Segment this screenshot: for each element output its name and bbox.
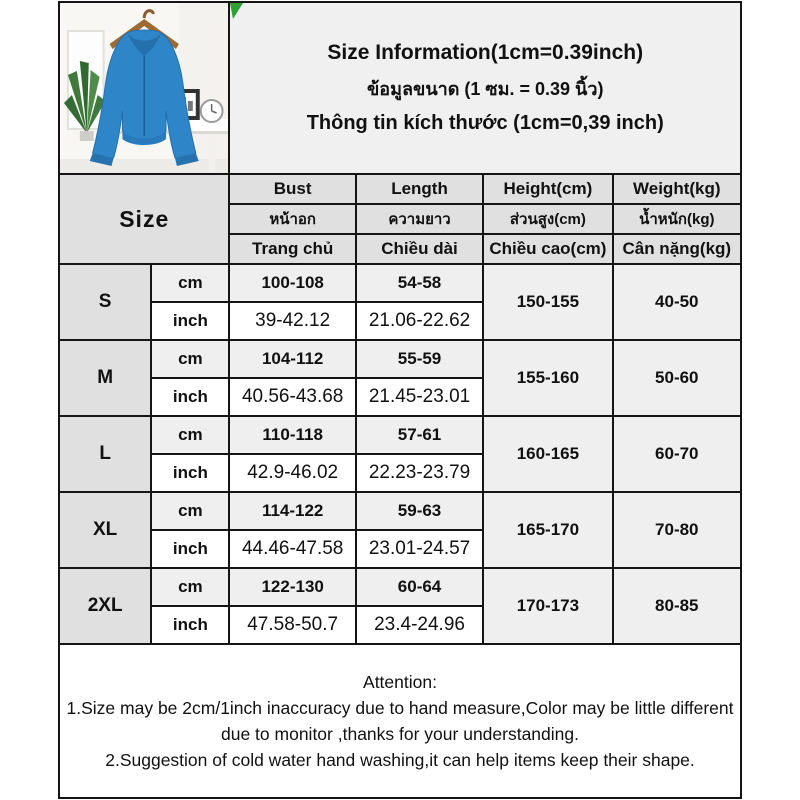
col-header-weight-vi: Cân nặng(kg) bbox=[613, 234, 741, 264]
col-header-weight-en: Weight(kg) bbox=[613, 174, 741, 204]
weight-value: 50-60 bbox=[613, 340, 741, 416]
bust-cm-value: 104-112 bbox=[229, 340, 355, 378]
length-cm-value: 60-64 bbox=[356, 568, 483, 606]
length-cm-value: 55-59 bbox=[356, 340, 483, 378]
size-label: XL bbox=[59, 492, 151, 568]
unit-inch-label: inch bbox=[151, 378, 229, 416]
height-value: 155-160 bbox=[483, 340, 612, 416]
title-vietnamese: Thông tin kích thước (1cm=0,39 inch) bbox=[306, 112, 664, 134]
col-header-bust-en: Bust bbox=[229, 174, 355, 204]
bust-cm-value: 114-122 bbox=[229, 492, 355, 530]
table-row bbox=[59, 492, 741, 530]
product-photo bbox=[59, 2, 229, 174]
height-value: 150-155 bbox=[483, 264, 612, 340]
title-english: Size Information(1cm=0.39inch) bbox=[327, 41, 644, 64]
col-header-weight-th: น้ำหนัก(kg) bbox=[613, 204, 741, 234]
bust-inch-value: 39-42.12 bbox=[229, 302, 355, 340]
bust-inch-value: 42.9-46.02 bbox=[229, 454, 355, 492]
unit-cm-label: cm bbox=[151, 340, 229, 378]
weight-value: 60-70 bbox=[613, 416, 741, 492]
length-cm-value: 54-58 bbox=[356, 264, 483, 302]
attention-heading: Attention: bbox=[363, 671, 437, 692]
bust-inch-value: 47.58-50.7 bbox=[229, 606, 355, 644]
size-table bbox=[58, 1, 742, 799]
green-corner-icon bbox=[230, 3, 244, 19]
bust-cm-value: 100-108 bbox=[229, 264, 355, 302]
unit-cm-label: cm bbox=[151, 492, 229, 530]
col-header-length-th: ความยาว bbox=[356, 204, 483, 234]
product-photo-illustration bbox=[60, 3, 228, 173]
length-inch-value: 21.45-23.01 bbox=[356, 378, 483, 416]
size-label: S bbox=[59, 264, 151, 340]
height-value: 170-173 bbox=[483, 568, 612, 644]
bust-cm-value: 110-118 bbox=[229, 416, 355, 454]
height-value: 165-170 bbox=[483, 492, 612, 568]
unit-inch-label: inch bbox=[151, 606, 229, 644]
unit-cm-label: cm bbox=[151, 264, 229, 302]
size-chart-sheet bbox=[58, 1, 742, 799]
unit-inch-label: inch bbox=[151, 530, 229, 568]
title-block bbox=[229, 2, 741, 174]
height-value: 160-165 bbox=[483, 416, 612, 492]
table-row bbox=[59, 568, 741, 606]
size-column-header: Size bbox=[59, 174, 229, 264]
attention-line-2: 2.Suggestion of cold water hand washing,it can help items keep their shape. bbox=[105, 750, 695, 771]
col-header-height-th: ส่วนสูง(cm) bbox=[483, 204, 612, 234]
length-inch-value: 23.4-24.96 bbox=[356, 606, 483, 644]
bust-cm-value: 122-130 bbox=[229, 568, 355, 606]
attention-section bbox=[59, 644, 741, 798]
size-label: L bbox=[59, 416, 151, 492]
weight-value: 40-50 bbox=[613, 264, 741, 340]
table-row bbox=[59, 264, 741, 302]
attention-line-1: 1.Size may be 2cm/1inch inaccuracy due to hand measure,Color may be little different due to monitor ,thanks for your understanding. bbox=[66, 697, 734, 744]
bust-inch-value: 40.56-43.68 bbox=[229, 378, 355, 416]
length-inch-value: 21.06-22.62 bbox=[356, 302, 483, 340]
unit-cm-label: cm bbox=[151, 568, 229, 606]
col-header-height-vi: Chiều cao(cm) bbox=[483, 234, 612, 264]
weight-value: 70-80 bbox=[613, 492, 741, 568]
title-thai: ข้อมูลขนาด (1 ซม. = 0.39 นิ้ว) bbox=[367, 79, 604, 99]
col-header-bust-th: หน้าอก bbox=[229, 204, 355, 234]
col-header-height-en: Height(cm) bbox=[483, 174, 612, 204]
length-cm-value: 59-63 bbox=[356, 492, 483, 530]
bust-inch-value: 44.46-47.58 bbox=[229, 530, 355, 568]
unit-inch-label: inch bbox=[151, 302, 229, 340]
table-row bbox=[59, 340, 741, 378]
size-label: M bbox=[59, 340, 151, 416]
unit-cm-label: cm bbox=[151, 416, 229, 454]
col-header-length-vi: Chiều dài bbox=[356, 234, 483, 264]
col-header-length-en: Length bbox=[356, 174, 483, 204]
size-label: 2XL bbox=[59, 568, 151, 644]
length-cm-value: 57-61 bbox=[356, 416, 483, 454]
weight-value: 80-85 bbox=[613, 568, 741, 644]
length-inch-value: 23.01-24.57 bbox=[356, 530, 483, 568]
unit-inch-label: inch bbox=[151, 454, 229, 492]
length-inch-value: 22.23-23.79 bbox=[356, 454, 483, 492]
table-row bbox=[59, 416, 741, 454]
col-header-bust-vi: Trang chủ bbox=[229, 234, 355, 264]
